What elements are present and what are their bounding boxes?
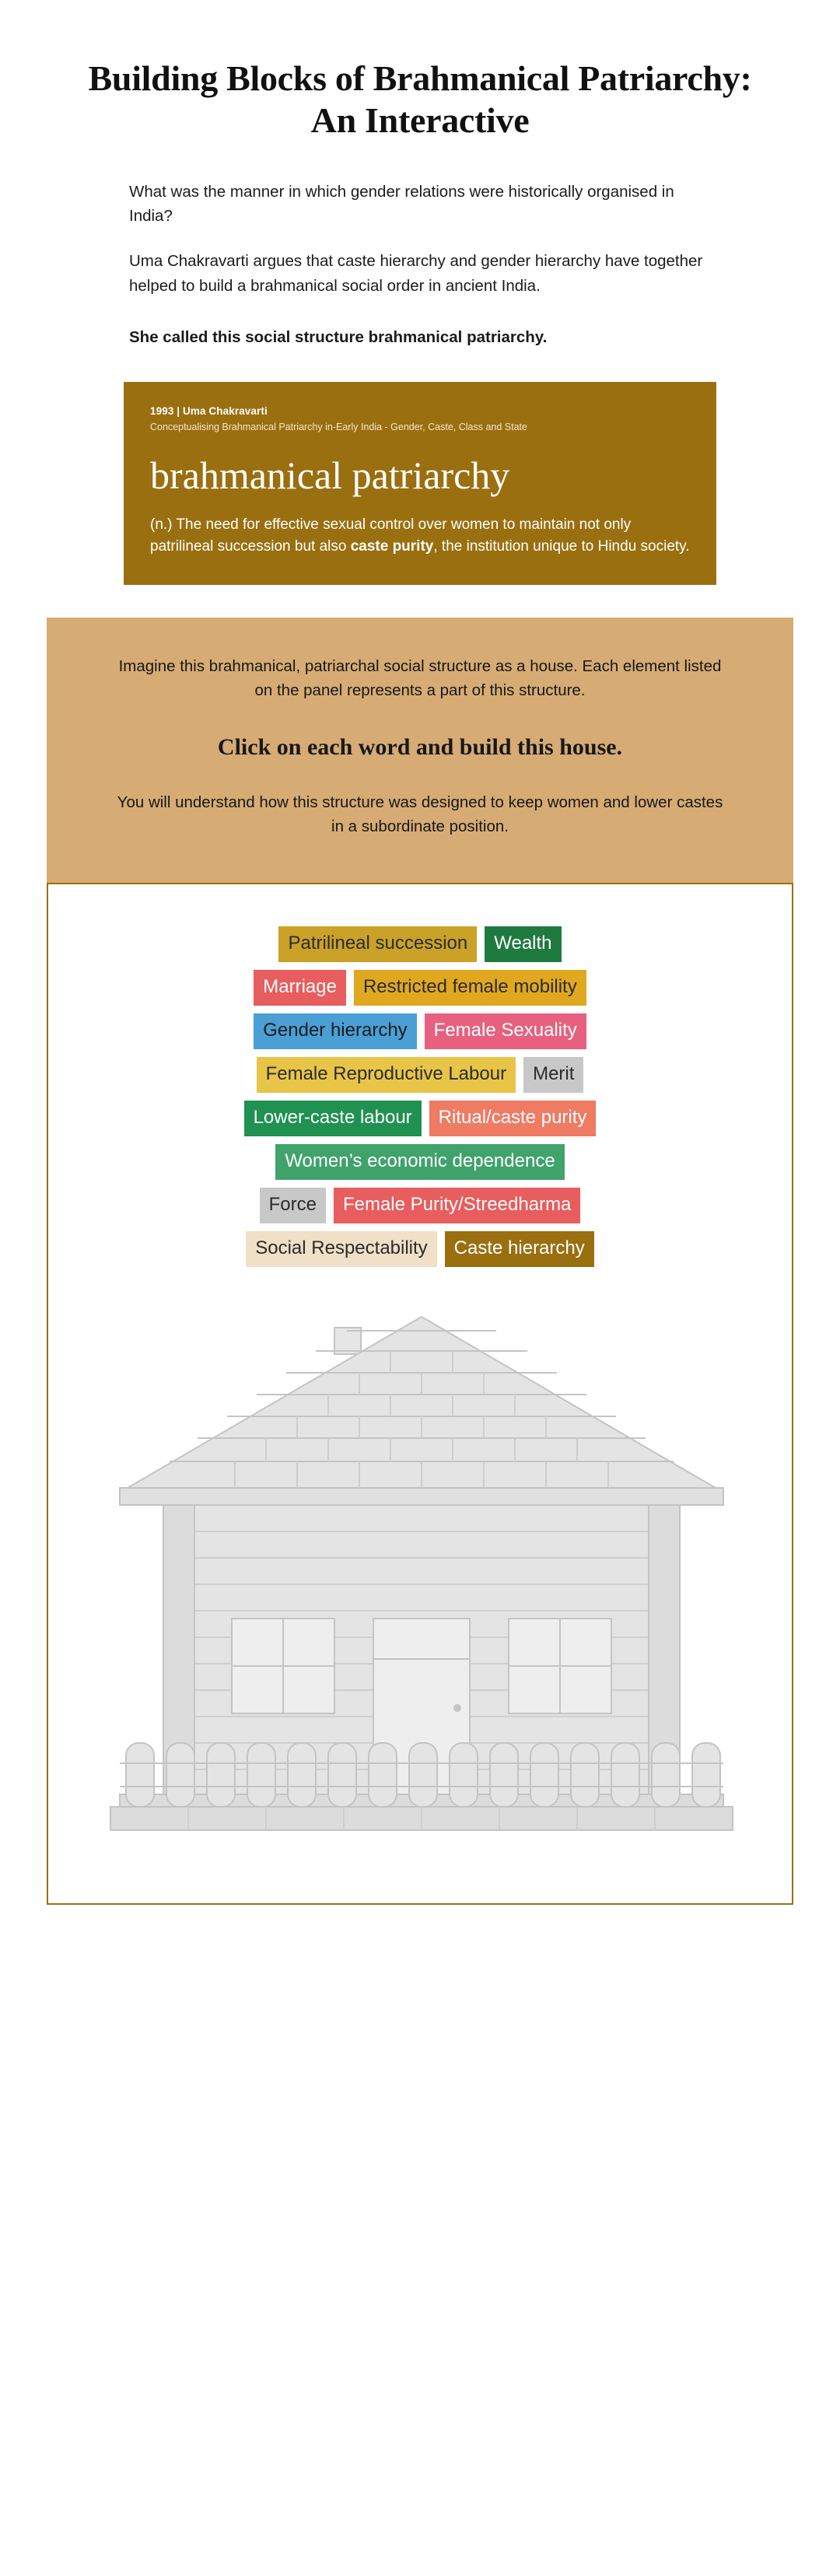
word-chip[interactable]: Force — [260, 1188, 326, 1223]
word-chip[interactable]: Gender hierarchy — [254, 1013, 416, 1049]
word-chip-row — [113, 1188, 727, 1223]
word-chip[interactable]: Women’s economic dependence — [275, 1144, 564, 1180]
word-chip[interactable]: Female Purity/Streedharma — [334, 1188, 580, 1223]
definition-citation: Conceptualising Brahmanical Patriarchy in-Early India - Gender, Caste, Class and State — [150, 422, 527, 433]
intro-paragraph-1: What was the manner in which gender relations were historically organised in India? — [129, 182, 674, 226]
definition-body — [150, 514, 690, 559]
intro-paragraph-3: She called this social structure brahmanical patriarchy. — [129, 327, 548, 346]
word-chip[interactable]: Lower-caste labour — [244, 1101, 422, 1136]
instruction-paragraph-1: Imagine this brahmanical, patriarchal social structure as a house. Each element listed on the panel represents a part of this structure. — [118, 657, 722, 700]
word-chip-row — [113, 926, 727, 962]
instruction-call-to-action: Click on each word and build this house. — [217, 733, 623, 760]
definition-highlight: caste purity — [350, 538, 434, 555]
word-chip[interactable]: Ritual/caste purity — [429, 1101, 597, 1136]
definition-text-part-2: , the institution unique to Hindu society. — [433, 538, 690, 555]
word-chip-list — [113, 926, 727, 1267]
definition-text-part-1: (n.) The need for effective sexual control over women to maintain not only patrilineal succession but also — [150, 516, 632, 555]
intro-section — [124, 180, 716, 350]
word-chip[interactable]: Restricted female mobility — [354, 970, 586, 1006]
instruction-paragraph-2: You will understand how this structure was designed to keep women and lower castes in a subordinate position. — [117, 793, 723, 836]
word-chip[interactable]: Merit — [523, 1057, 583, 1093]
word-chip[interactable]: Marriage — [254, 970, 346, 1006]
page-title: Building Blocks of Brahmanical Patriarchy: An Interactive — [88, 58, 752, 141]
panel-spacer — [79, 1883, 761, 1903]
house-illustration — [79, 1307, 764, 1883]
word-chip[interactable]: Patrilineal succession — [278, 926, 477, 962]
word-chip[interactable]: Caste hierarchy — [445, 1231, 594, 1267]
intro-paragraph-2: Uma Chakravarti argues that caste hierarchy and gender hierarchy have together helped to build a brahmanical social order in ancient India. — [129, 252, 703, 295]
word-chip-row — [113, 1101, 727, 1136]
definition-card — [124, 382, 716, 585]
definition-source: 1993 | Uma Chakravarti — [150, 405, 268, 418]
word-chip-row — [113, 1057, 727, 1093]
word-chip[interactable]: Wealth — [485, 926, 561, 962]
word-chip-row — [113, 970, 727, 1006]
word-chip-row — [113, 1013, 727, 1049]
word-chip[interactable]: Female Sexuality — [425, 1013, 586, 1049]
word-chip[interactable]: Female Reproductive Labour — [257, 1057, 516, 1093]
instruction-band — [47, 618, 793, 883]
word-chip-row — [113, 1144, 727, 1180]
definition-term: brahmanical patriarchy — [150, 453, 510, 497]
word-chip-row — [113, 1231, 727, 1267]
interactive-panel — [47, 883, 793, 1905]
word-chip[interactable]: Social Respectability — [246, 1231, 436, 1267]
